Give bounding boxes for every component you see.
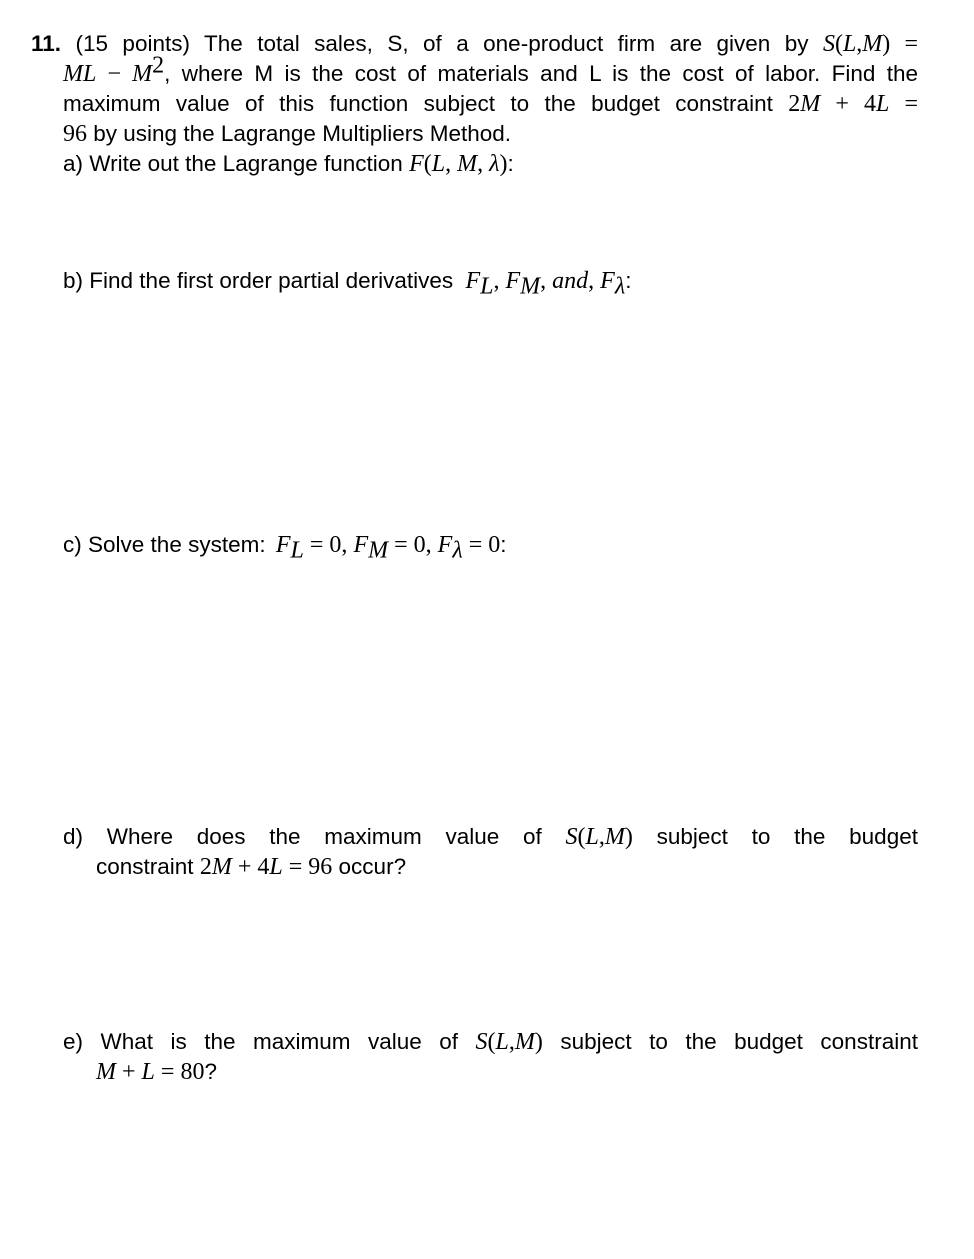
- part-b-label: b): [63, 268, 84, 293]
- part-d-line-2: [96, 852, 406, 882]
- part-c-label: c): [63, 532, 82, 557]
- math-sales-function-d: S(L,M): [565, 824, 633, 850]
- part-a-label: a): [63, 151, 84, 176]
- math-sales-function-e: S(L,M): [475, 1029, 543, 1055]
- math-budget-constraint-d: 2M + 4L = 96: [199, 854, 333, 880]
- part-e-text-2: subject to the budget constraint: [560, 1029, 918, 1054]
- part-e-text-3: ?: [204, 1059, 217, 1084]
- problem-intro-4: by using the Lagrange Multipliers Method.: [93, 121, 512, 146]
- part-b-text: Find the first order partial derivatives: [89, 268, 454, 293]
- math-budget-value: 96: [63, 121, 87, 147]
- part-e-line-2: [96, 1057, 217, 1087]
- part-a-text: Write out the Lagrange function: [89, 151, 403, 176]
- part-a: a) Write out the Lagrange function F(L, M, λ):: [63, 151, 514, 177]
- problem-points: (15 points): [75, 31, 190, 56]
- math-budget-constraint-a: 2M + 4L =: [788, 91, 918, 117]
- part-c-text: Solve the system:: [88, 532, 266, 557]
- part-b: b) Find the first order partial derivatives $F_L$, $F_M$, and, $F_\lambda$:: [63, 268, 632, 300]
- part-d-text-1: Where does the maximum value of: [106, 824, 542, 849]
- problem-number: 11.: [31, 31, 62, 56]
- problem-line-4: [63, 119, 511, 149]
- part-c: c) Solve the system: $F_L = 0$, $F_M = 0$, $F_\lambda = 0$:: [63, 532, 507, 564]
- part-e-text-1: What is the maximum value of: [100, 1029, 459, 1054]
- part-e-label: e): [63, 1029, 84, 1054]
- problem-intro-3: maximum value of this function subject to the budget constraint: [63, 91, 773, 116]
- part-d-text-2: subject to the budget: [656, 824, 918, 849]
- part-d-text-3: constraint: [96, 854, 194, 879]
- math-partials: $F_L$, $F_M$, and, $F_\lambda$: [465, 268, 626, 300]
- math-system: $F_L = 0$, $F_M = 0$, $F_\lambda = 0$: [275, 532, 501, 564]
- part-d-label: d): [63, 824, 84, 849]
- part-e-line-1: [63, 1027, 918, 1057]
- part-d-text-4: occur?: [338, 854, 407, 879]
- problem-intro-1: The total sales, S, of a one-product firm are given by: [204, 31, 809, 56]
- problem-line-2: [63, 52, 918, 89]
- problem-line-1: 11. (15 points) The total sales, S, of a one-product firm are given by S(L,M) =: [31, 31, 918, 57]
- part-d-line-1: [63, 822, 918, 852]
- math-sales-function: S: [822, 31, 835, 57]
- math-sales-expression: ML − $M^2$: [63, 52, 165, 87]
- problem-intro-2: , where M is the cost of materials and L is the cost of labor. Find the: [164, 61, 918, 86]
- problem-line-3: [63, 89, 918, 119]
- math-budget-constraint-e: M + L = 80: [96, 1059, 205, 1085]
- math-lagrange-function: F(L, M, λ): [409, 151, 508, 177]
